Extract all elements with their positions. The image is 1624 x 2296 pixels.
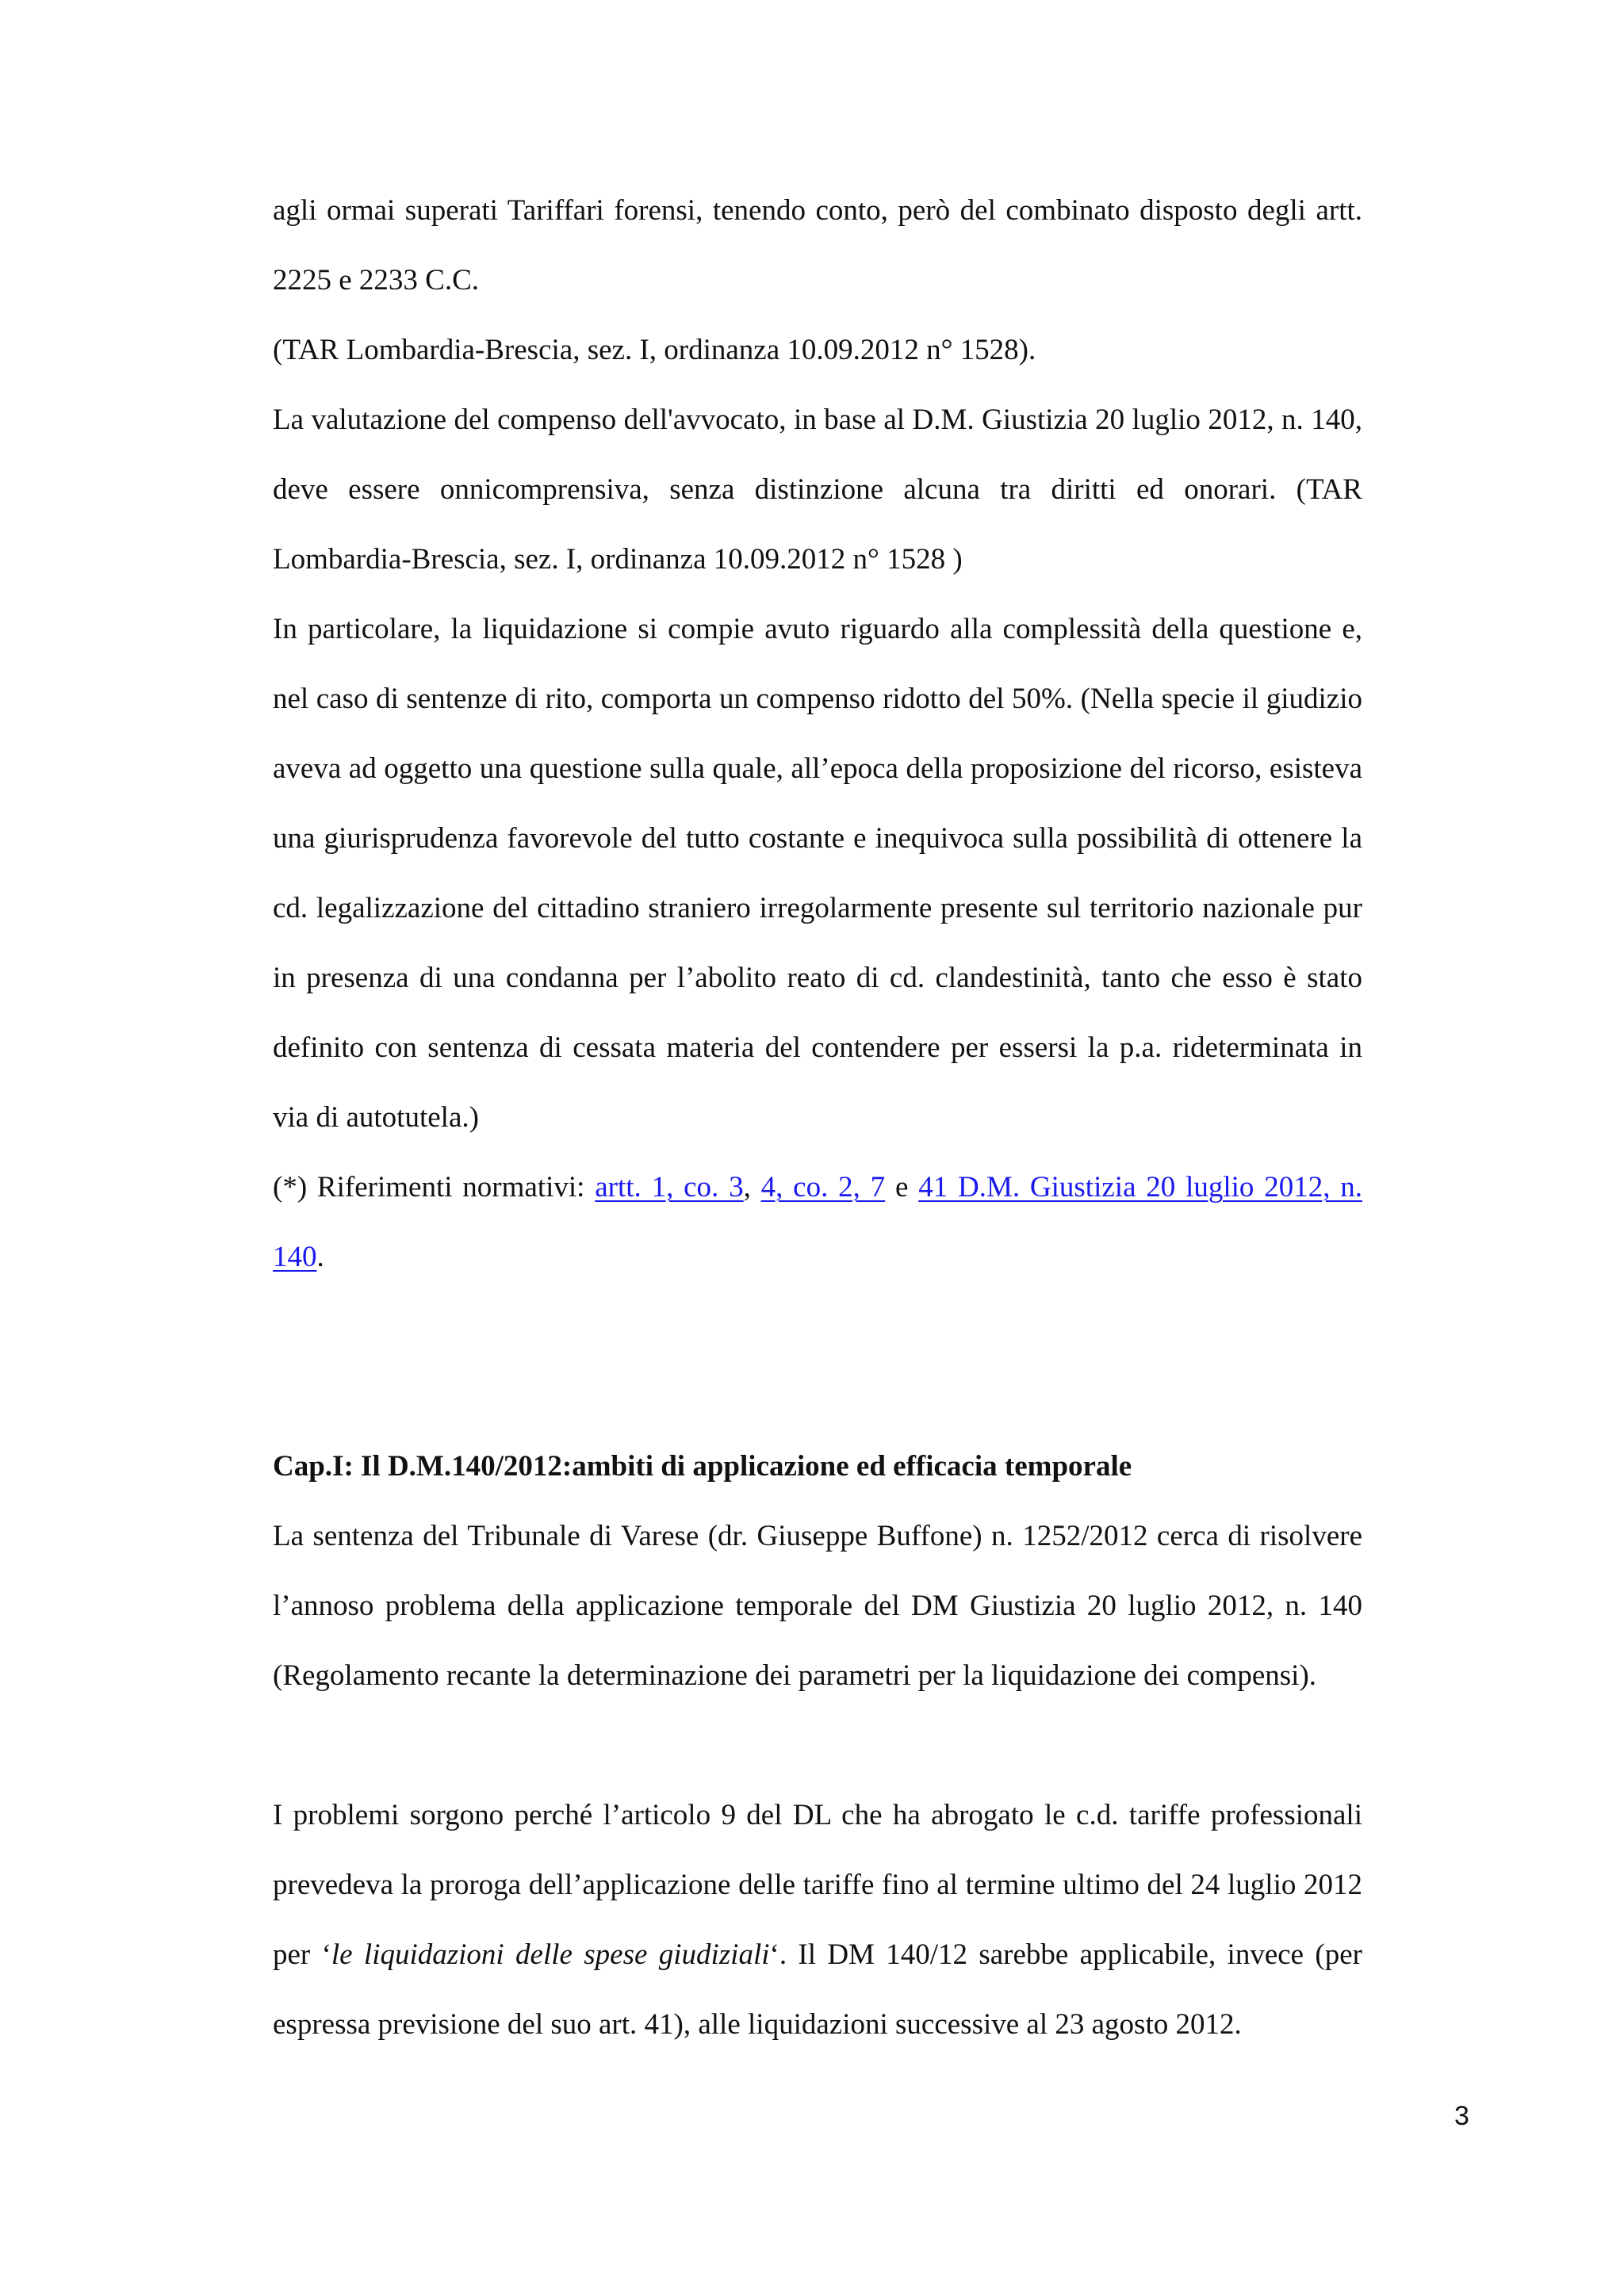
chapter-title: Cap.I: Il D.M.140/2012:ambiti di applicazione ed efficacia temporale [273,1450,1132,1483]
references-suffix: . [316,1241,324,1273]
paragraph-tariffari: agli ormai superati Tariffari forensi, tenendo conto, però del combinato disposto degli artt. 2225 e 2233 C.C. [273,194,1362,297]
paragraph-riferimenti-normativi [273,1153,1362,1292]
link-41-dm-giustizia[interactable]: 41 D.M. Giustizia 20 luglio 2012, n. 140 [273,1171,1362,1273]
references-separator: e [885,1171,919,1203]
paragraph-liquidazione: In particolare, la liquidazione si compie avuto riguardo alla complessità della questione e, nel caso di sentenze di rito, comporta un compenso ridotto del 50%. (Nella specie il giudizio aveva ad oggetto una questione sulla quale, all’epoca della proposizione del ricorso, esisteva una giurisprudenza favorevole del tutto costante e inequivoca sulla possibilità di ottenere la cd. legalizzazione del cittadino straniero irregolarmente presente sul territorio nazionale pur in presenza di una condanna per l’abolito reato di cd. clandestinità, tanto che esso è stato definito con sentenza di cessata materia del contendere per essersi la p.a. rideterminata in via di autotutela.) [273,613,1362,1134]
paragraph-problemi-applicazione [273,1781,1362,2060]
link-artt-1-co-3[interactable]: artt. 1, co. 3 [595,1171,744,1203]
references-prefix: (*) Riferimenti normativi: [273,1171,596,1203]
link-4-co-2-7[interactable]: 4, co. 2, 7 [760,1171,886,1203]
paragraph-valutazione-compenso: La valutazione del compenso dell'avvocato, in base al D.M. Giustizia 20 luglio 2012, n. 140, deve essere onnicomprensiva, senza distinzione alcuna tra diritti ed onorari. (TAR Lombardia-Brescia, sez. I, ordinanza 10.09.2012 n° 1528 ) [273,404,1362,576]
paragraph-sentenza-varese: La sentenza del Tribunale di Varese (dr. Giuseppe Buffone) n. 1252/2012 cerca di risolvere l’annoso problema della applicazione temporale del DM Giustizia 20 luglio 2012, n. 140 (Regolamento recante la determinazione dei parametri per la liquidazione dei compensi). [273,1520,1362,1692]
problemi-text-start: I problemi sorgono perché l’articolo 9 del DL che ha abrogato le c.d. tariffe professionali prevedeva la proroga dell’applicazione delle tariffe fino al termine ultimo del 24 luglio 2012 per ‘ [273,1799,1362,1971]
liquidazioni-spese-italic: le liquidazioni delle spese giudiziali [331,1938,770,1971]
references-separator: , [743,1171,761,1203]
problemi-text-end: ‘. Il DM 140/12 sarebbe applicabile, invece (per espressa previsione del suo art. 41), alle liquidazioni successive al 23 agosto 2012. [273,1938,1362,2041]
paragraph-tar-citation: (TAR Lombardia-Brescia, sez. I, ordinanza 10.09.2012 n° 1528). [273,334,1036,366]
page-number: 3 [1454,2101,1469,2131]
